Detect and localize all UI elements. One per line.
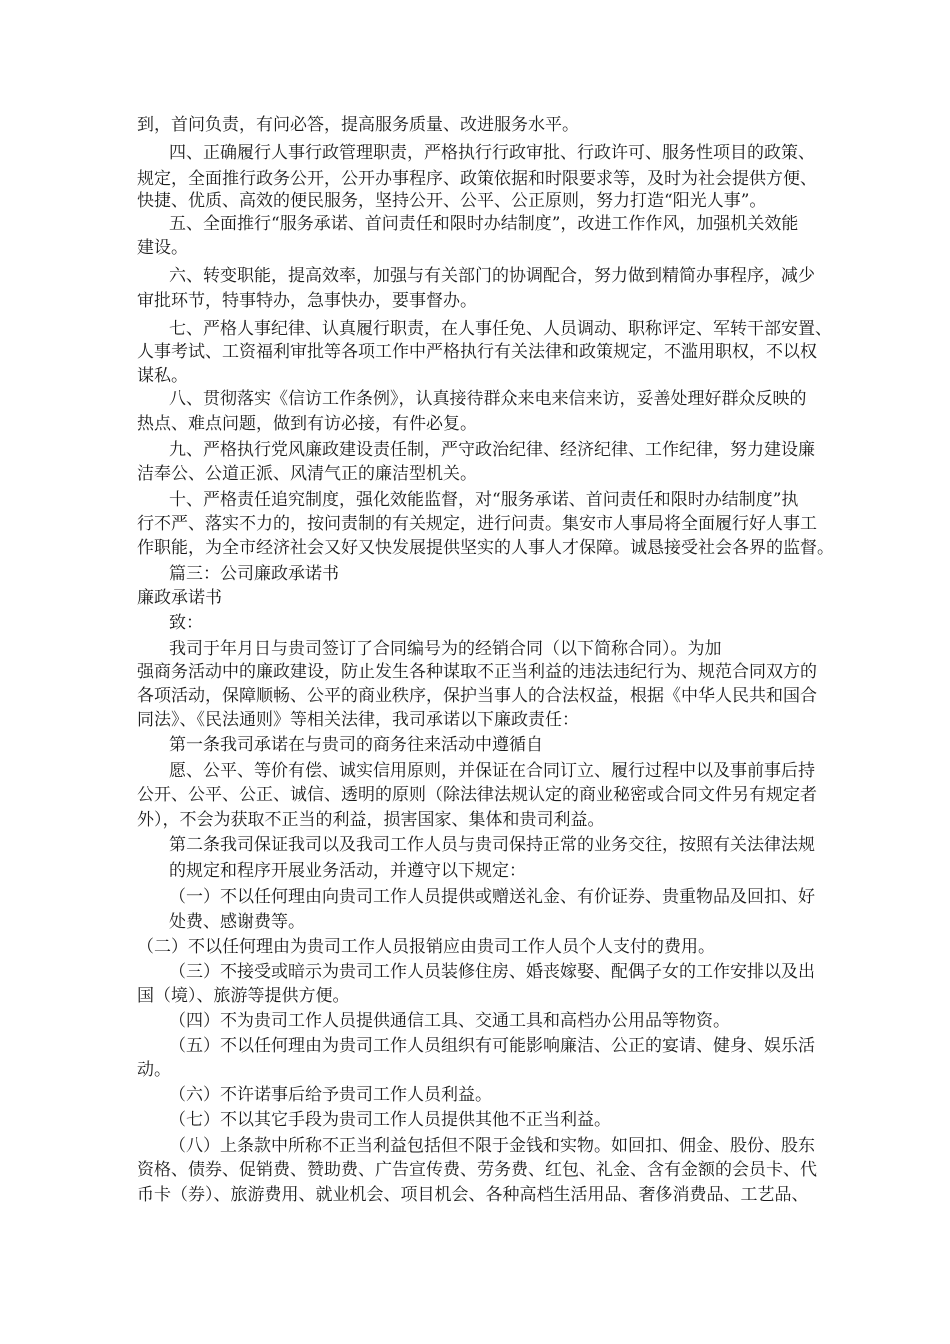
text-line: （一）不以任何理由向贵司工作人员提供或赠送礼金、有价证券、贵重物品及回扣、好 [169, 887, 815, 907]
text-line: 洁奉公、公道正派、风清气正的廉洁型机关。 [137, 464, 477, 484]
text-line: 我司于年月日与贵司签订了合同编号为的经销合同（以下简称合同）。为加 [169, 639, 722, 659]
text-line: 八、贯彻落实《信访工作条例》，认真接待群众来电来信来访，妥善处理好群众反映的 [169, 389, 807, 409]
text-line: （七）不以其它手段为贵司工作人员提供其他不正当利益。 [169, 1110, 611, 1130]
text-line: 十、严格责任追究制度，强化效能监督，对“服务承诺、首问责任和限时办结制度”执 [169, 490, 799, 510]
text-line: 行不严、落实不力的，按问责制的有关规定，进行问责。集安市人事局将全面履行好人事工 [137, 514, 817, 534]
text-line: 六、转变职能，提高效率，加强与有关部门的协调配合，努力做到精简办事程序，减少 [169, 266, 815, 286]
text-line: 作职能，为全市经济社会又好又快发展提供坚实的人事人才保障。诚恳接受社会各界的监督。 [137, 538, 834, 558]
text-line: 的规定和程序开展业务活动，并遵守以下规定： [169, 861, 526, 881]
text-line: 热点、难点问题，做到有访必接，有件必复。 [137, 414, 477, 434]
text-line: 资格、债券、促销费、赞助费、广告宣传费、劳务费、红包、礼金、含有金额的会员卡、代 [137, 1160, 817, 1180]
text-line: 五、全面推行“服务承诺、首问责任和限时办结制度”，改进工作作风，加强机关效能 [169, 214, 799, 234]
text-line: 规定，全面推行政务公开，公开办事程序、政策依据和时限要求等，及时为社会提供方便、 [137, 169, 817, 189]
text-line: 第二条我司保证我司以及我司工作人员与贵司保持正常的业务交往，按照有关法律法规 [169, 835, 815, 855]
text-line: 公开、公平、公正、诚信、透明的原则（除法律法规认定的商业秘密或合同文件另有规定者 [137, 785, 817, 805]
text-line: 审批环节，特事特办，急事快办，要事督办。 [137, 291, 477, 311]
section-heading: 篇三：公司廉政承诺书 [169, 564, 339, 584]
text-line: 愿、公平、等价有偿、诚实信用原则，并保证在合同订立、履行过程中以及事前事后持 [169, 761, 815, 781]
text-line: 第一条我司承诺在与贵司的商务往来活动中遵循自 [169, 735, 543, 755]
text-line: 国（境）、旅游等提供方便。 [137, 986, 350, 1006]
text-line: 同法》、《民法通则》等相关法律，我司承诺以下廉政责任： [137, 710, 579, 730]
text-line: 外），不会为获取不正当的利益，损害国家、集体和贵司利益。 [137, 810, 605, 830]
text-line: （二）不以任何理由为贵司工作人员报销应由贵司工作人员个人支付的费用。 [137, 937, 715, 957]
text-line: 九、严格执行党风廉政建设责任制，严守政治纪律、经济纪律、工作纪律，努力建设廉 [169, 440, 815, 460]
salutation: 致： [169, 613, 203, 633]
document-title: 廉政承诺书 [137, 588, 222, 608]
text-line: 人事考试、工资福利审批等各项工作中严格执行有关法律和政策规定，不滥用职权，不以权 [137, 342, 817, 362]
text-line: （五）不以任何理由为贵司工作人员组织有可能影响廉洁、公正的宴请、健身、娱乐活 [169, 1036, 815, 1056]
text-line: 谋私。 [137, 366, 188, 386]
text-line: （三）不接受或暗示为贵司工作人员装修住房、婚丧嫁娶、配偶子女的工作安排以及出 [169, 962, 815, 982]
text-line: 建设。 [137, 238, 188, 258]
text-line: 强商务活动中的廉政建设，防止发生各种谋取不正当利益的违法违纪行为、规范合同双方的 [137, 662, 817, 682]
text-line: （四）不为贵司工作人员提供通信工具、交通工具和高档办公用品等物资。 [169, 1011, 730, 1031]
text-line: （六）不许诺事后给予贵司工作人员利益。 [169, 1085, 492, 1105]
text-line: 处费、感谢费等。 [169, 912, 305, 932]
text-line: 动。 [137, 1060, 171, 1080]
text-line: 七、严格人事纪律、认真履行职责，在人事任免、人员调动、职称评定、军转干部安置、 [169, 319, 832, 339]
text-line: 各项活动，保障顺畅、公平的商业秩序，保护当事人的合法权益，根据《中华人民共和国合 [137, 686, 817, 706]
text-line: 到，首问负责，有问必答，提高服务质量、改进服务水平。 [137, 115, 579, 135]
text-line: 四、正确履行人事行政管理职责，严格执行行政审批、行政许可、服务性项目的政策、 [169, 143, 815, 163]
text-line: 快捷、优质、高效的便民服务，坚持公开、公平、公正原则，努力打造“阳光人事”。 [137, 191, 767, 211]
text-line: （八）上条款中所称不正当利益包括但不限于金钱和实物。如回扣、佣金、股份、股东 [169, 1136, 815, 1156]
text-line: 币卡（券）、旅游费用、就业机会、项目机会、各种高档生活用品、奢侈消费品、工艺品、 [137, 1185, 809, 1205]
